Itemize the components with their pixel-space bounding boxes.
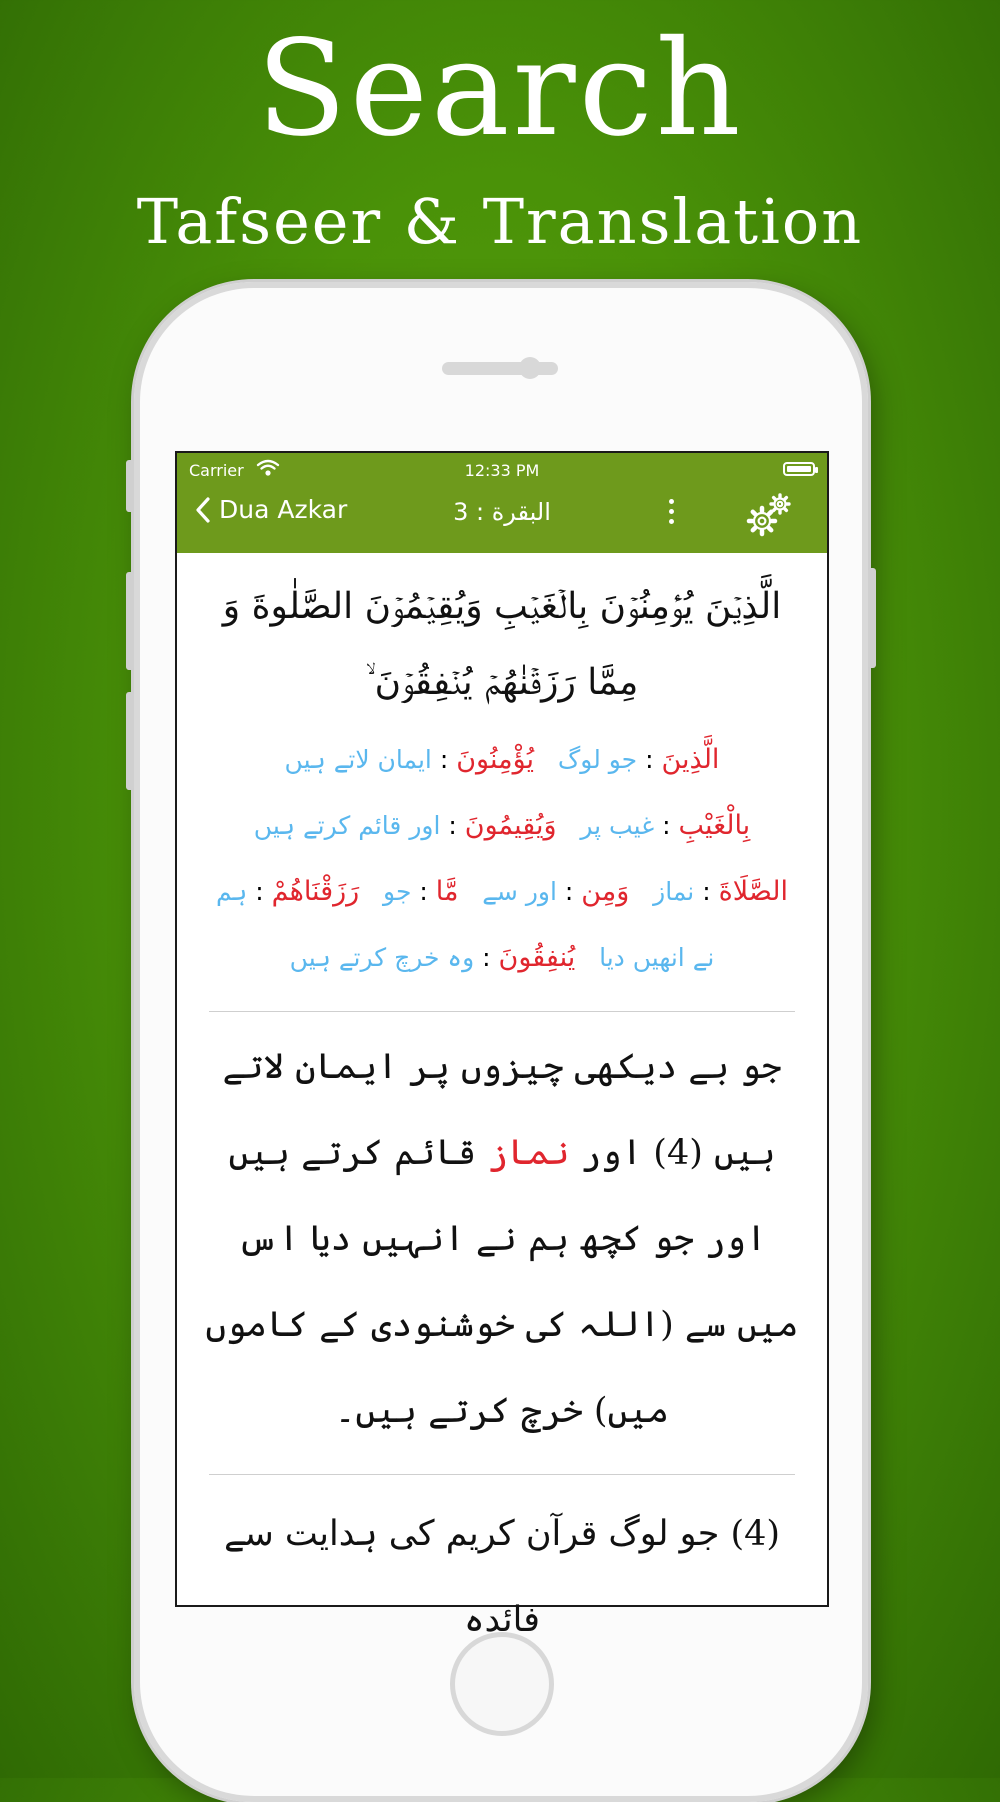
wbw-urdu-word: ایمان لاتے ہیں (284, 745, 432, 774)
divider (209, 1474, 795, 1475)
wbw-urdu-word: جو (383, 877, 412, 906)
wbw-urdu-word: وہ خرچ کرتے ہیں (289, 943, 475, 972)
arabic-verse: الَّذِيۡنَ يُؤۡمِنُوۡنَ بِالۡغَيۡبِ وَيُقِيۡمُوۡنَ الصَّلٰوةَ وَ مِمَّا رَزَقۡنٰهُمۡ يُنۡفِقُوۡنَ ۙ (222, 586, 782, 703)
wbw-arabic-word: مَّا (435, 876, 459, 907)
power-button (868, 568, 876, 668)
page-title: البقرة : 3 (453, 498, 551, 526)
wbw-arabic-word: يُنفِقُونَ (498, 942, 576, 973)
back-button[interactable] (195, 495, 347, 524)
earpiece-speaker (442, 362, 558, 375)
wbw-urdu-word: غیب پر (580, 811, 655, 840)
hero-subtitle: Tafseer & Translation (136, 185, 864, 258)
battery-icon (783, 462, 815, 476)
volume-up-button (126, 572, 134, 670)
wbw-arabic-word: رَزَقْنَاهُمْ (271, 876, 360, 907)
wbw-urdu-word: ہم نے انھیں دیا (215, 877, 715, 972)
carrier-label: Carrier (189, 461, 244, 480)
wbw-arabic-word: يُؤْمِنُونَ (456, 744, 535, 775)
wbw-urdu-word: اور قائم کرتے ہیں (253, 811, 441, 840)
translation-text: قائم کرتے ہیں اور جو کچھ ہم نے انہیں دیا اس میں سے (اللہ کی خوشنودی کے کاموں میں) خرچ کرتے ہیں۔ (205, 1133, 799, 1431)
gears-icon[interactable] (742, 491, 796, 545)
highlighted-search-term: نماز (487, 1133, 570, 1173)
navigation-bar (177, 453, 827, 553)
chevron-left-icon (195, 497, 211, 523)
wbw-arabic-word: بِالْغَيْبِ (678, 810, 751, 841)
hero-title: Search (256, 12, 744, 166)
wbw-urdu-word: نماز (653, 877, 695, 906)
wbw-urdu-word: اور سے (482, 877, 557, 906)
status-bar (177, 453, 827, 487)
wbw-arabic-word: وَيُقِيمُونَ (464, 810, 557, 841)
verse-content (177, 553, 827, 1663)
wbw-arabic-word: وَمِن (581, 876, 630, 907)
volume-down-button (126, 692, 134, 790)
urdu-translation (205, 1024, 799, 1454)
silent-switch (126, 460, 134, 512)
back-button-label: Dua Azkar (219, 495, 348, 524)
wbw-arabic-word: الَّذِينَ (661, 744, 720, 775)
word-by-word-translation: الَّذِينَ : جو لوگ يُؤْمِنُونَ : ایمان لاتے ہیں بِالْغَيْبِ : غیب پر وَيُقِيمُونَ : اور قائم کرتے ہیں الصَّلَاةَ : نماز وَمِن : اور سے مَّا : جو رَزَقْنَاهُمْ : ہم نے انھیں دیا يُنفِقُونَ : وہ خرچ کرتے ہیں (215, 744, 788, 973)
divider (209, 1011, 795, 1012)
translation-text: جو بے دیکھی چیزوں پر ایمان لاتے ہیں (4) اور (222, 1047, 782, 1173)
wbw-arabic-word: الصَّلَاةَ (718, 876, 788, 907)
more-vertical-icon[interactable] (665, 499, 677, 529)
tafseer-text: (4) جو لوگ قرآن کریم کی ہدایت سے فائدہ (223, 1514, 781, 1640)
app-screen (175, 451, 829, 1640)
wbw-urdu-word: جو لوگ (557, 745, 638, 774)
status-time: 12:33 PM (464, 461, 540, 480)
